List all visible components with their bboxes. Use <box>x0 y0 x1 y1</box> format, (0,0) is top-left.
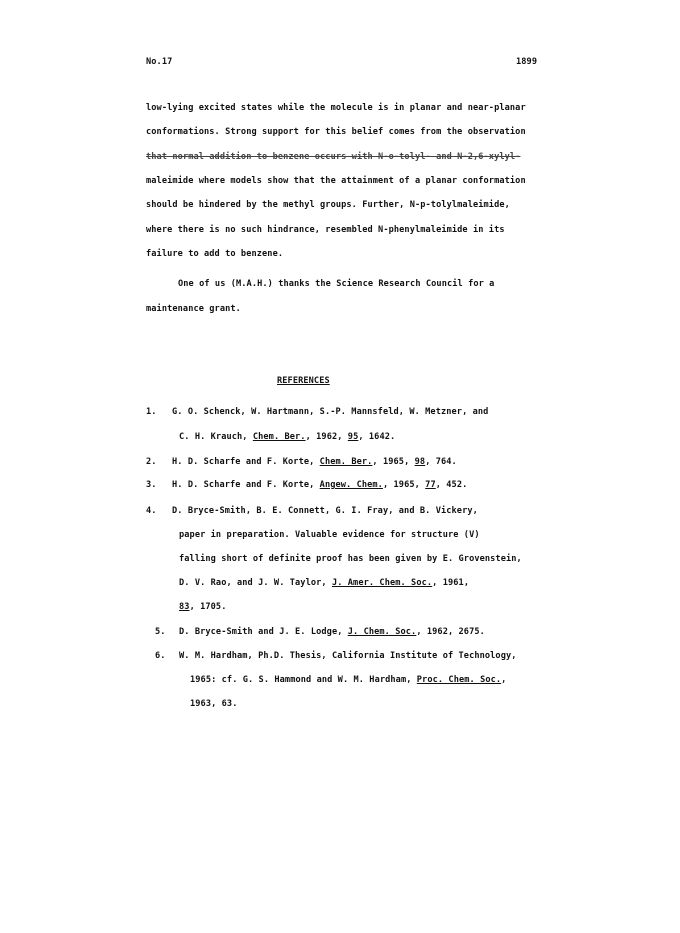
volume: 77 <box>425 480 436 490</box>
references-heading: REFERENCES <box>277 376 330 386</box>
journal-name: J. Chem. Soc. <box>347 627 417 637</box>
reference-number: 2. <box>146 457 157 467</box>
page-number: 1899 <box>516 57 538 67</box>
reference-number: 5. <box>155 627 166 637</box>
journal-name: Proc. Chem. Soc. <box>416 675 502 685</box>
reference-authors: G. O. Schenck, W. Hartmann, S.-P. Mannsfeld, W. Metzner, and <box>172 407 489 417</box>
journal-name: Angew. Chem. <box>319 480 383 490</box>
acknowledgement-line: One of us (M.A.H.) thanks the Science Research Council for a <box>178 279 495 289</box>
reference-line: W. M. Hardham, Ph.D. Thesis, California Institute of Technology, <box>179 651 517 661</box>
body-line: maleimide where models show that the attainment of a planar conformation <box>146 176 526 186</box>
reference-line: falling short of definite proof has been given by E. Grovenstein, <box>179 554 522 564</box>
reference-citation: D. Bryce-Smith and J. E. Lodge, J. Chem. Soc., 1962, 2675. <box>179 627 485 637</box>
reference-line: D. Bryce-Smith, B. E. Connett, G. I. Fray, and B. Vickery, <box>172 506 478 516</box>
volume: 83 <box>179 602 190 612</box>
body-line: should be hindered by the methyl groups. Further, N-p-tolylmaleimide, <box>146 200 510 210</box>
volume: 98 <box>414 457 426 467</box>
reference-citation: C. H. Krauch, Chem. Ber., 1962, 95, 1642. <box>179 432 396 442</box>
reference-number: 3. <box>146 480 157 490</box>
reference-number: 6. <box>155 651 166 661</box>
journal-number: No.17 <box>146 57 173 67</box>
acknowledgement-line: maintenance grant. <box>146 304 241 314</box>
reference-number: 1. <box>146 407 157 417</box>
journal-name: J. Amer. Chem. Soc. <box>331 578 433 588</box>
reference-citation: H. D. Scharfe and F. Korte, Chem. Ber., 1965, 98, 764. <box>172 457 457 467</box>
journal-name: Chem. Ber. <box>252 432 306 442</box>
reference-line: 83, 1705. <box>179 602 227 612</box>
body-line: low-lying excited states while the molecule is in planar and near-planar <box>146 103 526 113</box>
volume: 95 <box>347 432 359 442</box>
body-line: where there is no such hindrance, resembled N-phenylmaleimide in its <box>146 225 505 235</box>
reference-line: 1963, 63. <box>190 699 238 709</box>
journal-name: Chem. Ber. <box>319 457 373 467</box>
body-line: failure to add to benzene. <box>146 249 284 259</box>
reference-number: 4. <box>146 506 157 516</box>
reference-citation: D. V. Rao, and J. W. Taylor, J. Amer. Chem. Soc., 1961, <box>179 578 470 588</box>
reference-citation: 1965: cf. G. S. Hammond and W. M. Hardham, Proc. Chem. Soc., <box>190 675 507 685</box>
reference-citation: H. D. Scharfe and F. Korte, Angew. Chem., 1965, 77, 452. <box>172 480 468 490</box>
body-line: that normal addition to benzene occurs with N-o-tolyl- and N-2,6-xylyl- <box>146 152 521 162</box>
reference-line: paper in preparation. Valuable evidence for structure (V) <box>179 530 480 540</box>
body-line: conformations. Strong support for this belief comes from the observation <box>146 127 526 137</box>
